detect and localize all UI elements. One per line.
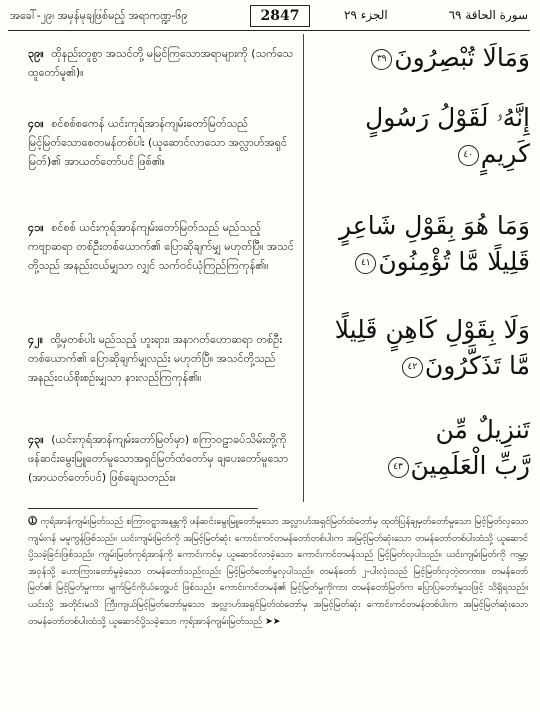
arabic-verse-39 (312, 40, 530, 76)
verse-translation: စင်စစ် ယင်းကုရ်အာန်ကျမ်းတော်မြတ်သည် မည်သည့်ကဗျာဆရာ တစ်ဦးတစ်ယောက်၏ ပြောဆိုချက်မျှ မဟုတ်ပြီ။ အသင်တို့သည် အနည်းငယ်မျှသာ လျှင် သက်ဝင်ယုံကြည်ကြကုန်၏။ (28, 221, 294, 272)
verse-translation: ထိုနည်းတူစွာ အသင်တို့ မမြင်ကြသောအရာများကို (သက်သေထူတော်မူ၏)။ (28, 47, 294, 79)
arabic-verse-41 (312, 208, 530, 280)
footnote (28, 514, 528, 630)
arabic-line: رَّبِّ الْعَلَمِينَ٤٣ (312, 448, 530, 484)
arabic-line: وَمَا هُوَ بِقَوْلِ شَاعِرٍ (339, 211, 530, 240)
ayah-number-marker: ٤٢ (402, 357, 423, 378)
translation-verse-39 (28, 44, 294, 82)
ayah-number-marker: ٤٣ (388, 457, 409, 478)
page-number: 2847 (250, 5, 310, 27)
ayah-number-marker: ٤٠ (458, 145, 479, 166)
verse-translation: စင်စစ်စကေန် ယင်းကုရ်အာန်ကျမ်းတော်မြတ်သည် မြင့်မြတ်သောစေတမန်တစ်ပါး (ယူဆောင်လာသော အလ္လာဟ်အရှင်မြတ်)၏ အာယတ်တော်ပင် ဖြစ်၏။ (28, 117, 287, 168)
verse-number: ၄၁။ (28, 221, 44, 234)
ayah-number-marker: ٤١ (355, 253, 376, 274)
column-divider (303, 34, 304, 502)
arabic-verse-42 (312, 312, 530, 384)
arabic-line: كَرِيمٍ٤٠ (312, 136, 530, 172)
translation-verse-40 (28, 114, 294, 171)
verse-translation: (ယင်းကုရ်အာန်ကျမ်းတော်မြတ်မှာ) စကြာဝဠာခပ်သိမ်းတို့ကို ဖန်ဆင်းမွေးမြူတော်မူသောအရှင်မြတ်ထံတော်မှ ချပေးတော်မူသော (အာယတ်တော်ပင်) ဖြစ်ချေသတည်း။ (28, 433, 289, 484)
verse-number: ၄၃။ (28, 433, 44, 446)
verse-number: ၃၉။ (28, 47, 44, 60)
verse-number: ၄၀။ (28, 117, 44, 130)
arabic-line: قَلِيلًا مَّا تُؤْمِنُونَ٤١ (312, 244, 530, 280)
translation-verse-43 (28, 430, 294, 487)
header-surah: سورة الحاقة ٦٩ (448, 8, 528, 22)
arabic-line: إِنَّهُۥ لَقَوْلُ رَسُولٍ (365, 103, 530, 132)
header-chapter-title: အခေါ်-၂၉၊ အမှန်မုချဖြစ်မည့် အရာကဏ္ဍ-၆၉ (10, 9, 188, 22)
footnote-rule (28, 508, 258, 509)
header-juz: الجزء ٢٩ (344, 8, 388, 22)
arabic-line: مَّا تَذَكَّرُونَ٤٢ (312, 348, 530, 384)
page-header (8, 4, 530, 31)
arabic-line: وَلَا بِقَوْلِ كَاهِنٍ قَلِيلًا (334, 315, 530, 344)
verse-number: ၄၂။ (28, 333, 43, 346)
arabic-verse-40 (312, 100, 530, 172)
arabic-verse-43 (312, 412, 530, 484)
ayah-number-marker: ٣٩ (371, 49, 392, 70)
arabic-line: تَنزِيلٌ مِّن (435, 415, 530, 444)
arabic-line: وَمَالَا تُبْصِرُونَ٣٩ (312, 40, 530, 76)
footnote-marker: ⓵ (28, 516, 38, 527)
verse-translation: ထို့မှတစ်ပါး မည်သည့် ဟူးရား၊ အနာဂတ်ဟောဆရာ တစ်ဦးတစ်ယောက်၏ ပြောဆိုချက်မျှလည်း မဟုတ်ပြီ။ အသင်တို့သည် အနည်းငယ်စိုးစဉ်းမျှသာ နားလည်ကြကုန်၏။ (28, 333, 283, 384)
footnote-text: ကုရ်အာန်ကျမ်းမြတ်သည် စကြာဝဠာအနန္တကို ဖန်ဆင်းမွေးမြူတော်မူသော အလ္လာဟ်အရှင်မြတ်ထံတော်မှ ထုတ်ပြန်ချမှတ်တော်မူသော မြင့်မြတ်လှသော ကျမ်းဂန် မမူကွန်ဖြစ်သည်။ ယင်းကျမ်းမြတ်ကို အမြင့်မြတ်ဆုံး ကောင်းကင်တမန်တော်တစ်ပါးက အမြင့်မြတ်ဆုံးသော တမန်တော်တစ်ပါးထံသို့ ယူဆောင်ပို့သခဲ့ခြင်းဖြစ်သည်။ ကျမ်းမြတ်ကုရ်အာန်ကို ကောင်းကင်မှ ယူဆောင်လာခဲ့သော ကောင်းကင်တမန်သည် မြင့်မြတ်လှပါသည်။ ယင်းကျမ်းမြတ်ကို ကမ္ဘာ့အဝှန်သို့ ဟောကြားတော်မူခဲ့သော တမန်တော်သည်လည်း မြင့်မြတ်တော်မူလှပါသည်။ တမန်တော် ၂-ပါးလုံးသည် မြင့်မြတ်လှတဲ့တကား။ တမန်တော်မြတ်၏ မြင့်မြတ်မှုကား မျက်မြင်ကိုယ်တွေ့ပင် ဖြစ်သည်။ ကောင်းကင်တမန်၏ မြင့်မြတ်မှုကိုကား တမန်တော်မြတ်က ပြောပြတော်မူသဖြင့် သိရှိရသည်။ ယင်းသို့ အတိုင်းမသိ ကြီးကျယ်မြင့်မြတ်တော်မူသော အလ္လာဟ်အရှင်မြတ်ထံတော်မှ အမြင့်မြတ်ဆုံး ကောင်းကင်တမန်တစ်ပါးက အမြင့်မြတ်ဆုံးသော တမန်တော်တစ်ပါးထံသို့ ယူဆောင်ပို့သခဲ့သော ကုရ်အာန်ကျမ်းမြတ်သည် ➤➤ (28, 516, 528, 627)
translation-verse-41 (28, 218, 294, 275)
translation-verse-42 (28, 330, 294, 387)
